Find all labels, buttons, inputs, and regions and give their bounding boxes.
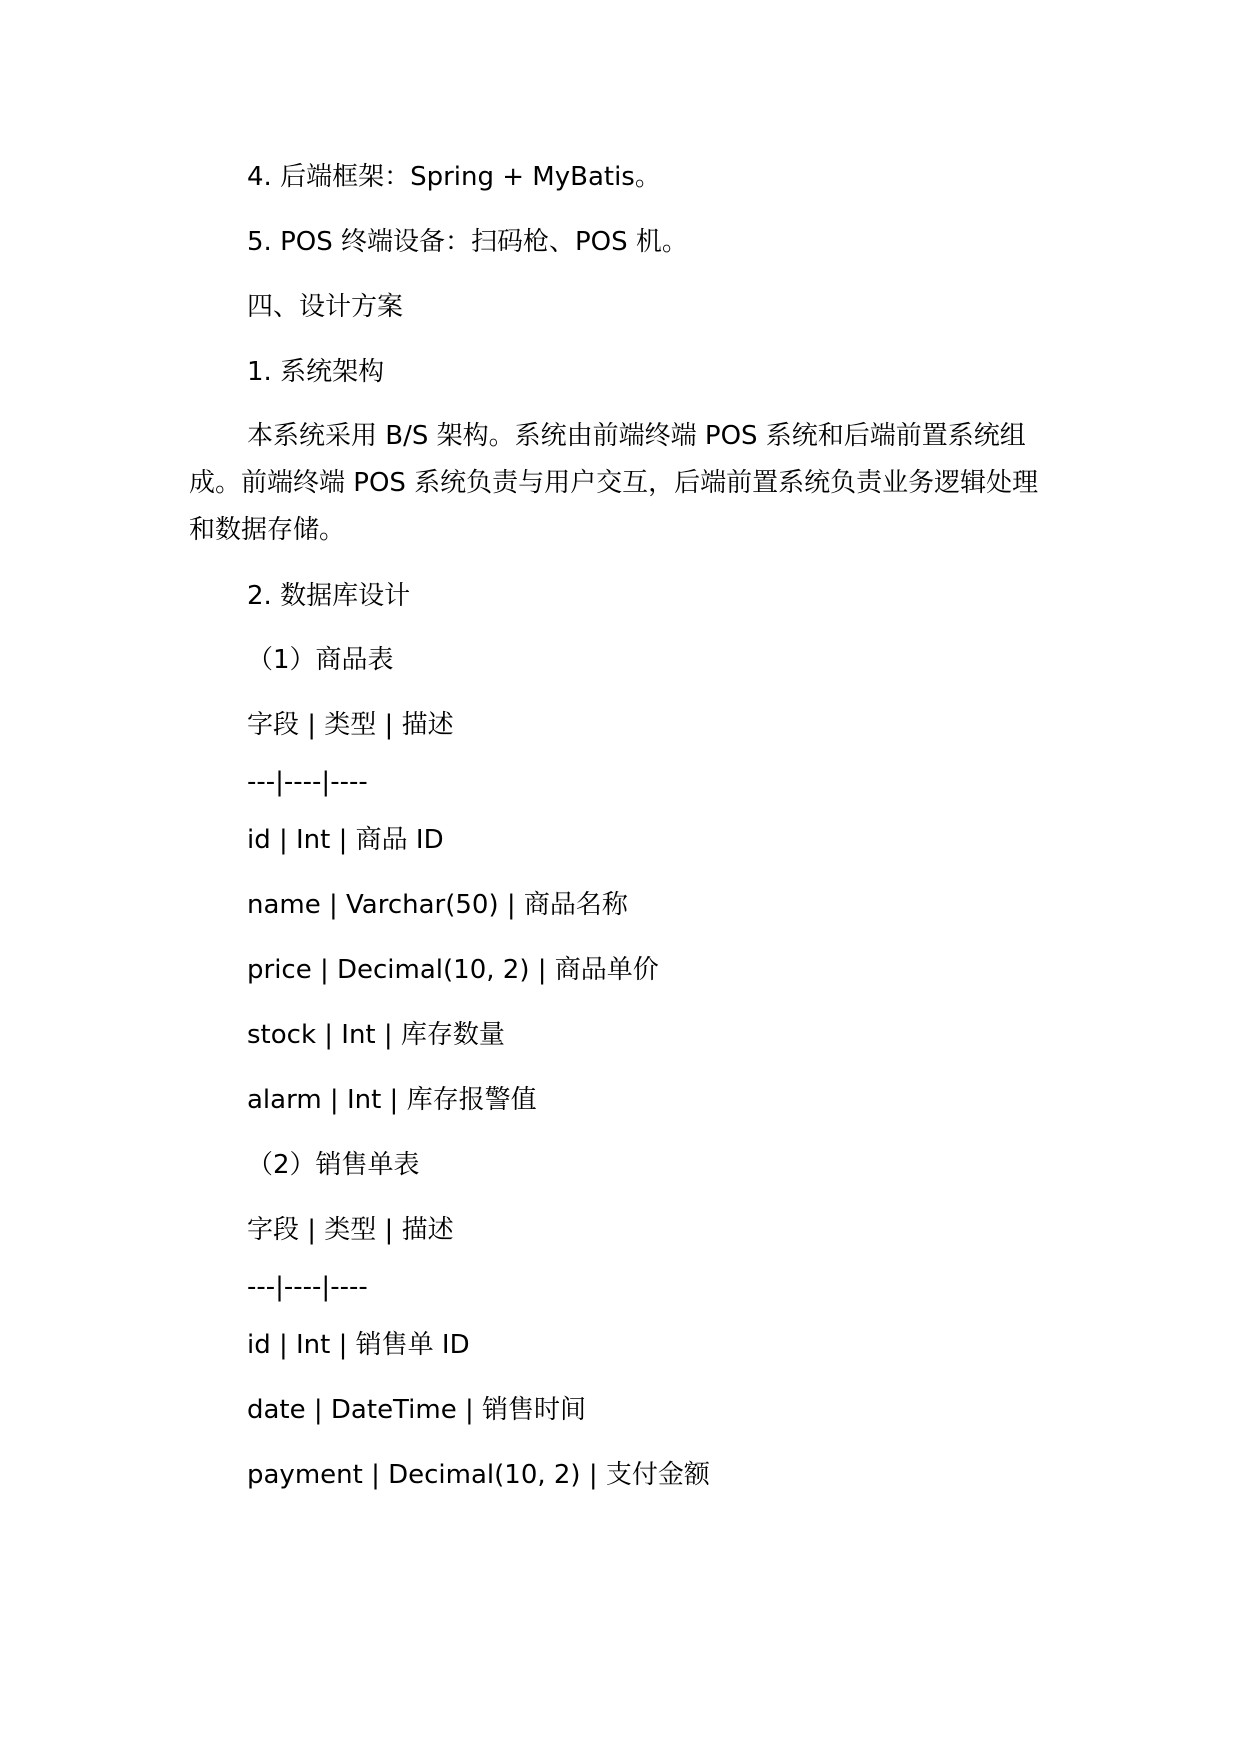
list-item-pos-devices: 5. POS 终端设备：扫码枪、POS 机。	[247, 227, 688, 257]
subsection-heading-architecture: 1. 系统架构	[247, 357, 385, 387]
table-row: date | DateTime | 销售时间	[247, 1395, 586, 1425]
architecture-paragraph: 本系统采用 B/S 架构。系统由前端终端 POS 系统和后端前置系统组成。前端终端 POS 系统负责与用户交互，后端前置系统负责业务逻辑处理和数据存储。	[189, 421, 1039, 545]
table-separator-row: ---|----|----	[247, 1272, 368, 1302]
table-row: payment | Decimal(10, 2) | 支付金额	[247, 1460, 710, 1490]
table-title-product: （1）商品表	[247, 645, 394, 675]
table-row: id | Int | 销售单 ID	[247, 1330, 470, 1360]
table-header-row: 字段 | 类型 | 描述	[247, 1215, 454, 1245]
list-item-backend-framework: 4. 后端框架：Spring + MyBatis。	[247, 162, 661, 192]
subsection-heading-database: 2. 数据库设计	[247, 581, 411, 611]
table-row: id | Int | 商品 ID	[247, 825, 444, 855]
table-title-sales: （2）销售单表	[247, 1150, 420, 1180]
table-row: alarm | Int | 库存报警值	[247, 1085, 537, 1115]
table-row: name | Varchar(50) | 商品名称	[247, 890, 628, 920]
table-separator-row: ---|----|----	[247, 767, 368, 797]
table-row: price | Decimal(10, 2) | 商品单价	[247, 955, 659, 985]
table-row: stock | Int | 库存数量	[247, 1020, 505, 1050]
section-heading-design: 四、设计方案	[247, 292, 404, 322]
table-header-row: 字段 | 类型 | 描述	[247, 710, 454, 740]
